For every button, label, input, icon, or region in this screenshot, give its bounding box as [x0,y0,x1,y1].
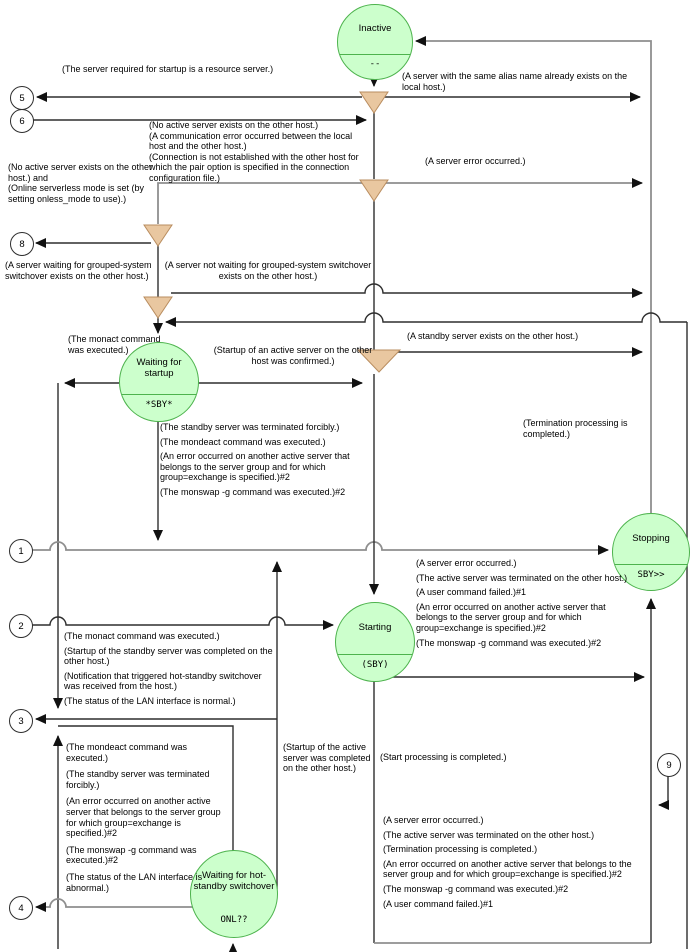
connector-ref-1 [9,539,33,563]
connector-ref-3 [9,709,33,733]
state-code: SBY>> [637,569,665,580]
state-title: Inactive [358,23,392,35]
label-server-error: (A server error occurred.) [425,156,526,166]
label-not-waiting-grouped-switchover: (A server not waiting for grouped-system switchover exists on the other host.) [164,260,372,281]
condition: (No active server exists on the other host.) [149,120,319,130]
condition: (No active server exists on the other host.) and [8,162,153,183]
label-block-bottom-right [383,815,651,913]
condition: (Notification that triggered hot-standby switchover was received from the host.) [64,670,262,692]
label-active-startup-completed: (Startup of the active server was completed on the other host.) [283,742,371,774]
state-code: -- [369,59,381,70]
label-block-into-starting [64,631,276,711]
condition: (The standby server was terminated forcibly.) [66,769,210,790]
condition: (The active server was terminated on the other host.) [383,829,595,840]
condition: (The monswap -g command was executed.)#2 [383,884,569,895]
merge-triangle-1 [360,92,388,113]
condition: (Online serverless mode is set (by setting onless_mode to use).) [8,183,145,204]
state-code: (SBY) [361,660,389,671]
ref-number: 8 [19,238,25,250]
wire-line2-to-starting [32,617,333,625]
ref-number: 3 [18,715,24,727]
label-active-startup-confirmed: (Startup of an active server on the other host was confirmed.) [213,345,373,366]
wire-not-waiting-grouped [171,284,642,293]
wire-from-ref9 [659,776,668,805]
condition: (Termination processing is completed.) [383,844,538,855]
wire-y183 [158,183,642,224]
wire-hotstandby-up-to-line1 [276,562,277,888]
condition: (A server error occurred.) [383,815,484,825]
condition: (A communication error occurred between the local host and the other host.) [149,130,353,152]
condition: (A server error occurred.) [416,558,517,568]
state-title: Waiting for startup [136,357,182,379]
ref-number: 5 [19,92,25,104]
connector-ref-4 [9,896,33,920]
state-code: *SBY* [145,400,173,411]
condition: (The status of the LAN interface is abnormal.) [66,872,203,893]
condition: (The status of the LAN interface is normal.) [64,696,236,707]
state-code: ONL?? [220,914,248,925]
wire-line1-to-stopping [32,542,608,550]
label-monact-executed: (The monact command was executed.) [68,334,161,355]
wire-to-ref4 [36,899,198,907]
label-block-starting-to-stopping [416,558,631,652]
label-standby-exists: (A standby server exists on the other host.) [407,331,579,341]
condition: (A user command failed.)#1 [383,898,494,909]
condition: (The monswap -g command was executed.)#2 [66,844,197,866]
label-start-processing-completed: (Start processing is completed.) [380,752,507,762]
condition: (The active server was terminated on the other host.) [416,572,628,583]
ref-number: 6 [19,115,25,127]
state-title: Starting [358,622,392,634]
condition: (The monswap -g command was executed.)#2 [160,487,346,498]
ref-number: 2 [18,620,24,632]
condition: (Connection is not established with the other host for which the pair option is specified in the connection configuration file.) [149,151,359,184]
ref-number: 1 [18,545,24,557]
label-block-serverless-mode [8,162,166,204]
state-title: Waiting for hot-standby switchover [193,870,275,892]
label-startup-resource-server: (The server required for startup is a resource server.) [62,64,274,74]
condition: (An error occurred on another active server that belongs to the server group and for which group=exchange is specified.)#2 [416,601,606,634]
condition: (The standby server was terminated forcibly.) [160,422,340,432]
state-node-starting [335,602,415,682]
label-block-waiting-to-stopping [160,422,365,502]
connector-ref-9 [657,753,681,777]
condition: (The monswap -g command was executed.)#2 [416,637,602,648]
label-block-hotstandby-exit [66,742,228,899]
condition: (The mondeact command was executed.) [160,436,326,447]
label-block-no-active-comm-error [149,120,364,184]
condition: (An error occurred on another active server that belongs to the server group and for which group=exchange is specified.)#2 [383,858,632,880]
condition: (Startup of the standby server was completed on the other host.) [64,645,273,667]
label-termination-completed: (Termination processing is completed.) [523,418,628,439]
merge-triangle-2 [360,180,388,201]
condition: (The monact command was executed.) [64,631,220,641]
wire-y322-return [166,313,687,322]
state-title: Stopping [632,532,670,544]
condition: (An error occurred on another active server that belongs to the server group for which group=exchange is specified.)#2 [66,796,221,839]
condition: (A user command failed.)#1 [416,587,527,598]
connector-ref-8 [10,232,34,256]
merge-triangle-5 [144,297,172,318]
ref-number: 9 [666,759,672,771]
connector-ref-2 [9,614,33,638]
wire-trunk-right-to-inactive [416,41,651,513]
label-same-alias-exists: (A server with the same alias name already exists on the local host.) [402,71,628,92]
condition: (The mondeact command was executed.) [66,742,188,763]
connector-ref-5 [10,86,34,110]
state-node-inactive [337,4,413,80]
ref-number: 4 [18,902,24,914]
label-waiting-grouped-switchover: (A server waiting for grouped-system switchover exists on the other host.) [5,260,152,281]
connector-ref-6 [10,109,34,133]
condition: (An error occurred on another active server that belongs to the server group and for which group=exchange is specified.)#2 [160,451,350,483]
